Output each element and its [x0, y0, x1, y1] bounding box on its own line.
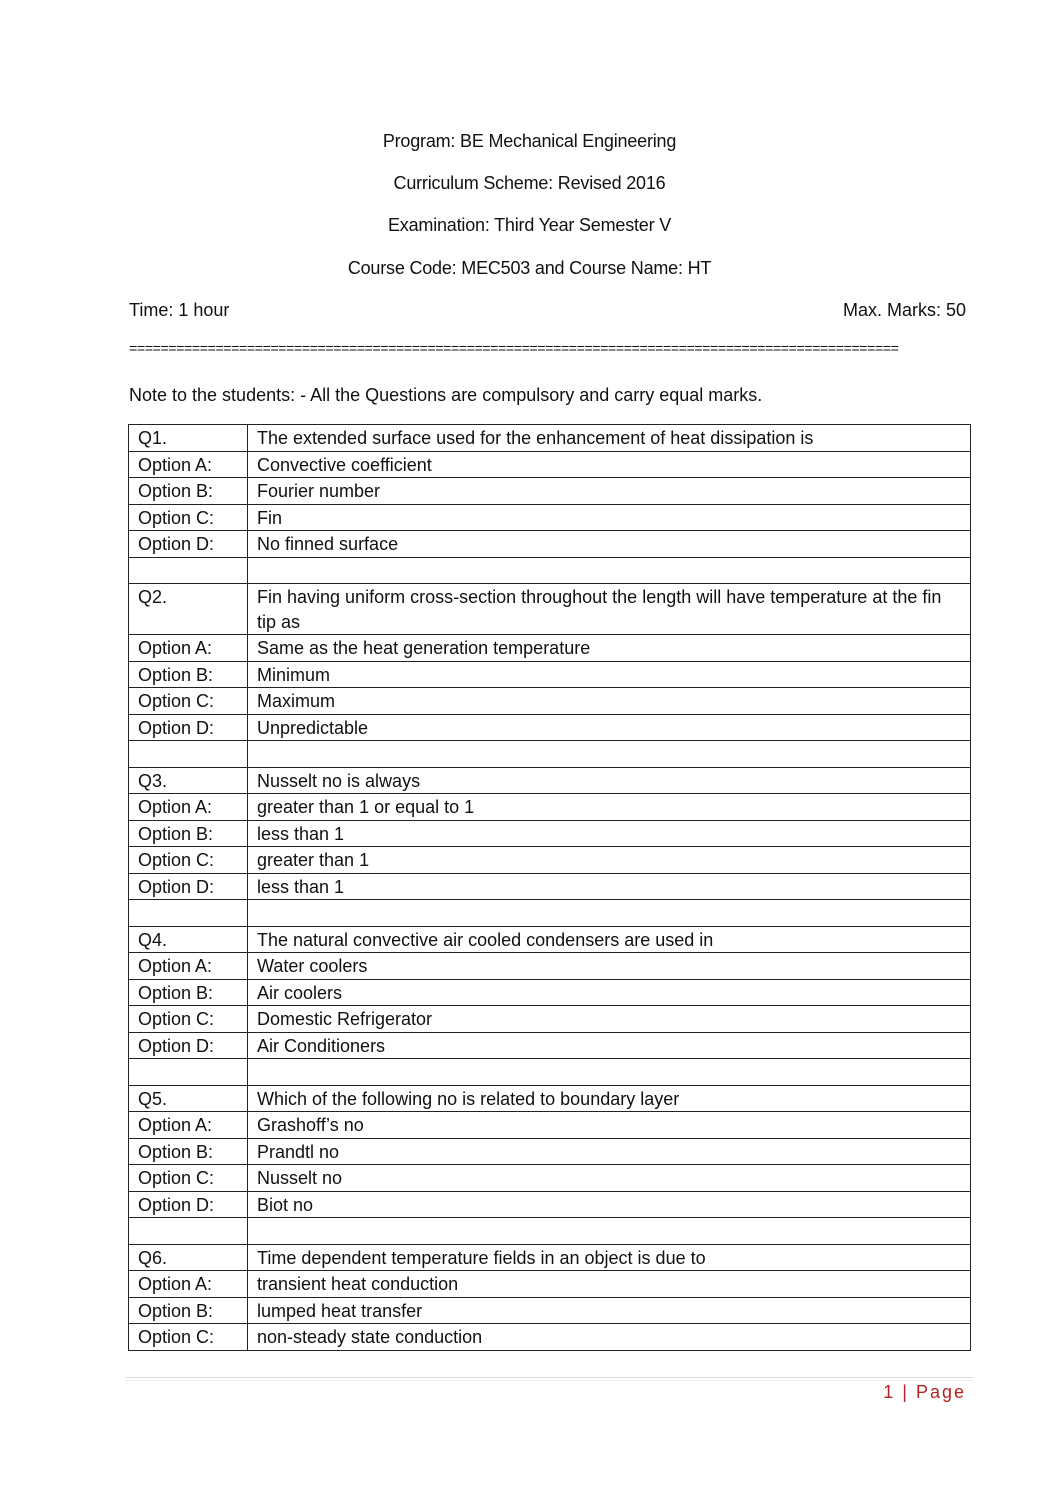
question-label: Q6. [129, 1244, 248, 1271]
option-text: Fourier number [248, 478, 971, 505]
program-line: Program: BE Mechanical Engineering [382, 131, 677, 151]
option-text: greater than 1 or equal to 1 [248, 794, 971, 821]
spacer-cell [129, 557, 248, 584]
option-text: Domestic Refrigerator [248, 1006, 971, 1033]
option-text: Air coolers [248, 979, 971, 1006]
option-text: less than 1 [248, 873, 971, 900]
option-label: Option C: [129, 688, 248, 715]
spacer-cell [248, 557, 971, 584]
option-row [129, 504, 971, 531]
spacer-cell [129, 1059, 248, 1086]
option-label: Option B: [129, 1297, 248, 1324]
question-text: Fin having uniform cross-section throughout the length will have temperature at the fin tip as [248, 584, 971, 635]
option-row [129, 873, 971, 900]
question-text: Time dependent temperature fields in an object is due to [248, 1244, 971, 1271]
option-label: Option D: [129, 1032, 248, 1059]
spacer-row [129, 900, 971, 927]
option-text: Convective coefficient [248, 451, 971, 478]
question-row [129, 1085, 971, 1112]
option-text: Nusselt no [248, 1165, 971, 1192]
option-label: Option D: [129, 1191, 248, 1218]
option-label: Option C: [129, 1006, 248, 1033]
max-marks-label: Max. Marks: 50 [842, 300, 966, 320]
option-label: Option A: [129, 635, 248, 662]
examination-line: Examination: Third Year Semester V [387, 215, 672, 235]
spacer-cell [129, 741, 248, 768]
option-label: Option C: [129, 504, 248, 531]
option-label: Option C: [129, 1324, 248, 1351]
option-text: Same as the heat generation temperature [248, 635, 971, 662]
option-label: Option D: [129, 873, 248, 900]
question-text: The natural convective air cooled condensers are used in [248, 926, 971, 953]
spacer-cell [248, 1218, 971, 1245]
option-label: Option B: [129, 1138, 248, 1165]
spacer-row [129, 741, 971, 768]
question-row [129, 425, 971, 452]
option-row [129, 1165, 971, 1192]
option-row [129, 794, 971, 821]
option-text: No finned surface [248, 531, 971, 558]
question-label: Q3. [129, 767, 248, 794]
option-row [129, 847, 971, 874]
option-row [129, 953, 971, 980]
option-text: lumped heat transfer [248, 1297, 971, 1324]
option-row [129, 1032, 971, 1059]
option-text: Unpredictable [248, 714, 971, 741]
option-row [129, 661, 971, 688]
option-label: Option A: [129, 794, 248, 821]
option-text: greater than 1 [248, 847, 971, 874]
spacer-row [129, 1059, 971, 1086]
scheme-line: Curriculum Scheme: Revised 2016 [393, 173, 666, 193]
spacer-row [129, 1218, 971, 1245]
question-label: Q5. [129, 1085, 248, 1112]
page-number-label: | Page [902, 1382, 966, 1402]
option-row [129, 688, 971, 715]
option-label: Option A: [129, 1271, 248, 1298]
footer-divider [125, 1377, 973, 1378]
option-row [129, 1006, 971, 1033]
option-label: Option B: [129, 820, 248, 847]
question-row [129, 926, 971, 953]
option-row [129, 478, 971, 505]
option-row [129, 1324, 971, 1351]
option-label: Option A: [129, 1112, 248, 1139]
page-number-value: 1 [883, 1382, 896, 1402]
questions-table [128, 424, 971, 1351]
spacer-cell [248, 741, 971, 768]
option-row [129, 714, 971, 741]
option-text: Prandtl no [248, 1138, 971, 1165]
option-row [129, 979, 971, 1006]
option-label: Option C: [129, 847, 248, 874]
option-label: Option B: [129, 661, 248, 688]
option-row [129, 1271, 971, 1298]
question-text: Which of the following no is related to boundary layer [248, 1085, 971, 1112]
option-text: less than 1 [248, 820, 971, 847]
option-row [129, 1191, 971, 1218]
question-row [129, 767, 971, 794]
question-text: The extended surface used for the enhancement of heat dissipation is [248, 425, 971, 452]
option-label: Option B: [129, 478, 248, 505]
option-label: Option D: [129, 714, 248, 741]
option-text: Fin [248, 504, 971, 531]
spacer-cell [248, 900, 971, 927]
question-row [129, 1244, 971, 1271]
option-label: Option A: [129, 953, 248, 980]
page-number [883, 1382, 966, 1403]
option-text: Air Conditioners [248, 1032, 971, 1059]
option-label: Option A: [129, 451, 248, 478]
option-row [129, 820, 971, 847]
question-label: Q1. [129, 425, 248, 452]
option-row [129, 1297, 971, 1324]
option-text: Water coolers [248, 953, 971, 980]
time-label: Time: 1 hour [129, 300, 230, 320]
course-line: Course Code: MEC503 and Course Name: HT [347, 258, 712, 278]
spacer-cell [248, 1059, 971, 1086]
separator-rule: ================================================================================================== [129, 342, 899, 358]
option-row [129, 1112, 971, 1139]
option-label: Option D: [129, 531, 248, 558]
option-row [129, 635, 971, 662]
footer-divider-shadow [125, 1380, 973, 1381]
question-row [129, 584, 971, 635]
option-text: Minimum [248, 661, 971, 688]
option-text: Biot no [248, 1191, 971, 1218]
question-text: Nusselt no is always [248, 767, 971, 794]
question-label: Q4. [129, 926, 248, 953]
spacer-cell [129, 900, 248, 927]
students-note: Note to the students: - All the Questions are compulsory and carry equal marks. [129, 385, 763, 405]
option-label: Option C: [129, 1165, 248, 1192]
option-text: transient heat conduction [248, 1271, 971, 1298]
spacer-row [129, 557, 971, 584]
option-text: Maximum [248, 688, 971, 715]
option-label: Option B: [129, 979, 248, 1006]
option-text: Grashoff’s no [248, 1112, 971, 1139]
option-row [129, 1138, 971, 1165]
question-label: Q2. [129, 584, 248, 635]
option-row [129, 531, 971, 558]
option-row [129, 451, 971, 478]
spacer-cell [129, 1218, 248, 1245]
option-text: non-steady state conduction [248, 1324, 971, 1351]
